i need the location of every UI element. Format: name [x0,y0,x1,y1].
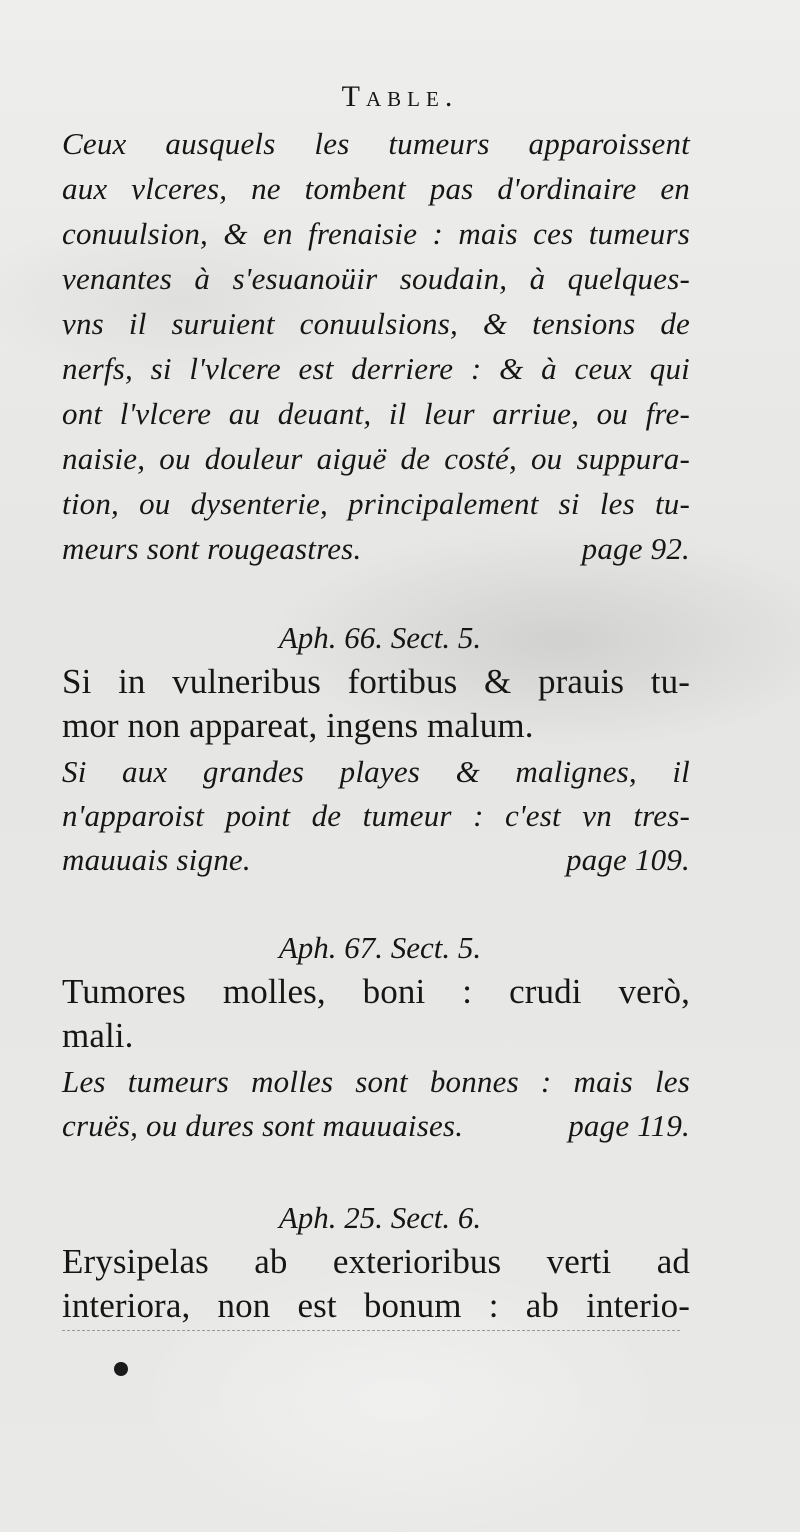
entry2-last-text: mauuais signe. [62,842,251,877]
entry2-french-line-2: n'apparoist point de tumeur : c'est vn tres- [62,798,690,833]
entry3-latin-line-2: mali. [62,1016,134,1055]
entry2-last-line [62,844,690,875]
entry1-line-2: aux vlceres, ne tombent pas d'ordinaire en [62,171,690,206]
entry2-latin-line-1: Si in vulneribus fortibus & prauis tu- [62,662,690,701]
entry1-line-8: naisie, ou douleur aiguë de costé, ou suppura- [62,441,690,476]
entry3-french-line-1: Les tumeurs molles sont bonnes : mais les [62,1064,690,1099]
entry1-line-1: Ceux ausquels les tumeurs apparoissent [62,126,690,161]
entry3-page-ref: page 119. [568,1108,690,1143]
entry1-line-7: ont l'vlcere au deuant, il leur arriue, ou fre- [62,396,690,431]
entry3-aphorism-heading: Aph. 67. Sect. 5. [278,930,482,965]
entry1-page-ref: page 92. [581,531,690,566]
entry1-line-6: nerfs, si l'vlcere est derriere : & à ceux qui [62,351,690,386]
entry3-latin-line-1: Tumores molles, boni : crudi verò, [62,972,690,1011]
entry3-last-text: cruës, ou dures sont mauuaises. [62,1108,464,1143]
bottom-rule [62,1330,680,1331]
entry2-page-ref: page 109. [565,842,690,877]
entry1-last-text: meurs sont rougeastres. [62,531,362,566]
entry2-aphorism-heading: Aph. 66. Sect. 5. [278,620,482,655]
entry1-line-3: conuulsion, & en frenaisie : mais ces tumeurs [62,216,690,251]
entry1-line-9: tion, ou dysenterie, principalement si les tu- [62,486,690,521]
entry4-latin-line-2: interiora, non est bonum : ab interio- [62,1286,690,1325]
entry4-latin-line-1: Erysipelas ab exterioribus verti ad [62,1242,690,1281]
entry1-line-4: venantes à s'esuanoüir soudain, à quelques- [62,261,690,296]
entry4-aphorism-heading: Aph. 25. Sect. 6. [278,1200,482,1235]
ink-spot [114,1362,128,1376]
entry3-last-line [62,1110,690,1141]
entry1-last-line [62,533,690,564]
entry2-latin-line-2: mor non appareat, ingens malum. [62,706,534,745]
entry2-french-line-1: Si aux grandes playes & malignes, il [62,754,690,789]
entry1-line-5: vns il suruient conuulsions, & tensions de [62,306,690,341]
running-header: Table. [341,80,459,113]
